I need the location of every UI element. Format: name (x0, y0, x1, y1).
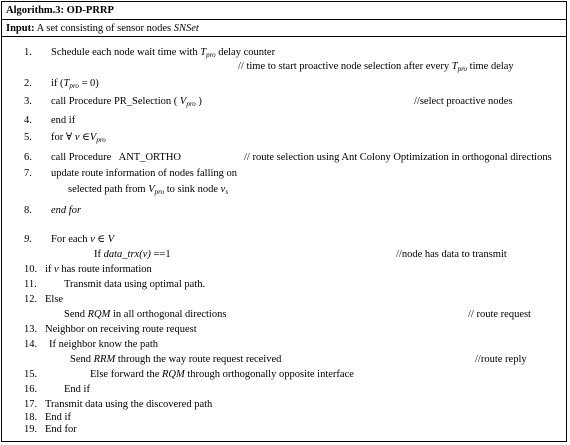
line-number: 14. (24, 338, 38, 350)
line-text: Schedule each node wait time with (51, 47, 198, 58)
line-number: 5. (24, 132, 32, 143)
input-set: SNSet (173, 23, 199, 34)
line-comment: // route request (468, 309, 531, 320)
line-number: 7. (24, 168, 32, 179)
line-number: 4. (24, 115, 32, 126)
input-label: Input: (6, 23, 35, 34)
line-comment: // time to start proactive node selection after every (238, 61, 450, 72)
algorithm-title: Algorithm.3: OD-PRRP (2, 2, 566, 20)
line-number: 13. (24, 324, 38, 335)
line-number: 16. (24, 383, 38, 395)
line-comment: //node has data to transmit (396, 249, 507, 260)
line-comment: //route reply (475, 353, 527, 365)
line-number: 12. (24, 294, 38, 305)
line-number: 8. (24, 205, 32, 216)
line-number: 10. (24, 264, 38, 275)
algorithm-box: Algorithm.3: OD-PRRP Input: A set consisting of sensor nodes SNSet 1. Schedule each node wait time with $T_{pro}$ delay counter // time to start proactive node selection after every $T_{pro}$ time delay 2. if $(T_{pro} = 0)$ 3. call Procedure PR_Selection ( $V_{pro}$ ) //select proactive nodes 4. end if 5. for ∀ v $\in V_{pro}$ 6. call Procedure ANT_ORTHO // route selection using Ant Colony Optimization in orthogonal directions 7. update route information of nodes falling on selected path from $V_{pro}$ to sink node $v_s$ 8. end for 9. For each v ∈ V If data_trx(v) ==1 //node has data to transmit 10. if v has route information 11. Transmit data using optimal path. 12. Else Send RQM in all orthogonal directions // route request 13. Neighbor on receiving route request 14. If neighbor know the path Send RRM through the way route request received //route reply 15. Else forward the RQM through orthogonally opposite interface 16. End if 17. Transmit data using the discovered path 18. End if (1, 1, 567, 442)
line-number: 1. (24, 47, 32, 58)
line-comment: //select proactive nodes (414, 96, 513, 107)
line-comment: // route selection using Ant Colony Optimization in orthogonal directions (244, 152, 552, 163)
line-number: 18. (24, 412, 38, 423)
line-number: 2. (24, 78, 32, 89)
line-number: 15. (24, 368, 38, 380)
input-line (2, 20, 566, 37)
line-number: 17. (24, 398, 38, 410)
line-number: 6. (24, 152, 32, 163)
line-number: 9. (24, 234, 32, 245)
input-text: A set consisting of sensor nodes (36, 23, 172, 34)
line-number: 11. (24, 279, 37, 290)
line-number: 3. (24, 96, 32, 107)
